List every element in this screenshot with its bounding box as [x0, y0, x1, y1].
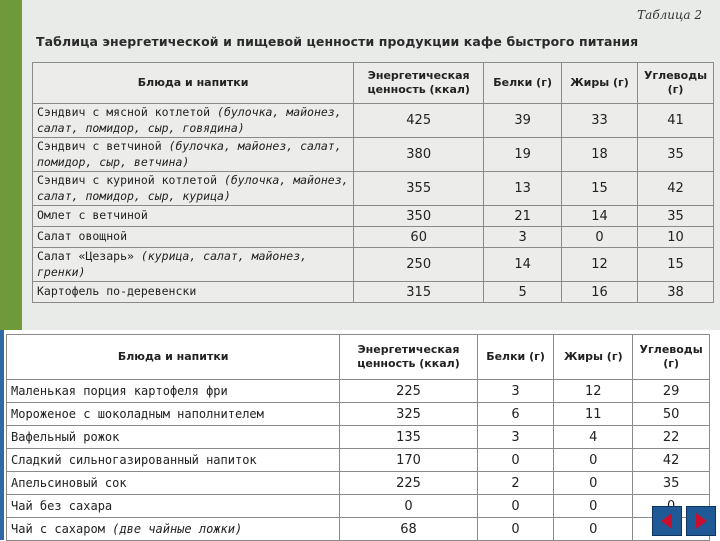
dish-note: (курица, салат, майонез, гренки) [37, 249, 308, 279]
dish-note: (булочка, майонез, салат, помидор, сыр, курица) [37, 173, 349, 203]
dish-cell [33, 282, 354, 303]
fat-cell: 11 [554, 403, 633, 426]
dish-name: Мороженое с шоколадным наполнителем [11, 406, 264, 421]
kcal-cell: 68 [340, 518, 477, 541]
nutrition-table-lower [6, 334, 710, 541]
dish-name: Салат «Цезарь» [37, 249, 134, 264]
header-carbs: Углеводы (г) [633, 335, 710, 380]
table-row [33, 206, 714, 227]
dish-cell [7, 472, 340, 495]
protein-cell: 5 [484, 282, 562, 303]
fat-cell: 4 [554, 426, 633, 449]
forward-button[interactable] [686, 506, 716, 536]
fat-cell: 33 [562, 104, 638, 138]
dish-cell [33, 172, 354, 206]
dish-name: Вафельный рожок [11, 429, 120, 444]
dish-name: Маленькая порция картофеля фри [11, 383, 228, 398]
kcal-cell: 170 [340, 449, 477, 472]
header-row [33, 63, 714, 104]
dish-cell [7, 403, 340, 426]
dish-cell [33, 138, 354, 172]
back-button[interactable] [652, 506, 682, 536]
scanned-page-upper [22, 0, 720, 330]
kcal-cell: 250 [354, 248, 484, 282]
protein-cell: 3 [484, 227, 562, 248]
table-row [33, 227, 714, 248]
fat-cell: 18 [562, 138, 638, 172]
header-protein: Белки (г) [477, 335, 554, 380]
table-row [33, 248, 714, 282]
table-row [7, 472, 710, 495]
scanned-page-lower [4, 330, 708, 540]
table-row [7, 426, 710, 449]
protein-cell: 21 [484, 206, 562, 227]
carbs-cell: 35 [637, 206, 713, 227]
dish-name: Чай без сахара [11, 498, 113, 513]
table-row [7, 449, 710, 472]
header-kcal: Энергетическая ценность (ккал) [354, 63, 484, 104]
kcal-cell: 60 [354, 227, 484, 248]
kcal-cell: 225 [340, 380, 477, 403]
dish-cell [7, 495, 340, 518]
table-row [7, 380, 710, 403]
dish-name: Сэндвич с ветчиной [37, 139, 162, 154]
protein-cell: 13 [484, 172, 562, 206]
carbs-cell: 35 [633, 472, 710, 495]
table-row [7, 518, 710, 541]
carbs-cell: 35 [637, 138, 713, 172]
dish-name: Сэндвич с мясной котлетой [37, 105, 211, 119]
carbs-cell: 50 [633, 403, 710, 426]
dish-cell [33, 227, 354, 248]
table-row [33, 282, 714, 303]
dish-name: Чай с сахаром [11, 521, 105, 536]
header-carbs: Углеводы (г) [637, 63, 713, 104]
table-caption: Таблица 2 [637, 8, 702, 22]
dish-cell [7, 449, 340, 472]
carbs-cell: 42 [633, 449, 710, 472]
triangle-right-icon [687, 507, 715, 535]
fat-cell: 15 [562, 172, 638, 206]
side-stripe-green [0, 0, 22, 330]
triangle-left-icon [653, 507, 681, 535]
protein-cell: 19 [484, 138, 562, 172]
carbs-cell: 42 [637, 172, 713, 206]
dish-name: Сладкий сильногазированный напиток [11, 452, 257, 467]
kcal-cell: 425 [354, 104, 484, 138]
protein-cell: 3 [477, 380, 554, 403]
protein-cell: 0 [477, 495, 554, 518]
dish-cell [7, 380, 340, 403]
table-title: Таблица энергетической и пищевой ценности продукции кафе быстрого питания [36, 34, 639, 49]
protein-cell: 0 [477, 518, 554, 541]
dish-name: Сэндвич с куриной котлетой [37, 173, 218, 188]
nutrition-table-upper [32, 62, 714, 303]
dish-name: Апельсиновый сок [11, 475, 127, 490]
fat-cell: 0 [554, 495, 633, 518]
table-row [33, 138, 714, 172]
dish-name: Картофель по-деревенски [37, 284, 197, 299]
carbs-cell: 10 [637, 227, 713, 248]
carbs-cell: 29 [633, 380, 710, 403]
header-protein: Белки (г) [484, 63, 562, 104]
fat-cell: 12 [554, 380, 633, 403]
kcal-cell: 225 [340, 472, 477, 495]
kcal-cell: 355 [354, 172, 484, 206]
dish-cell [7, 426, 340, 449]
protein-cell: 6 [477, 403, 554, 426]
table-row [7, 403, 710, 426]
fat-cell: 0 [554, 449, 633, 472]
header-kcal: Энергетическая ценность (ккал) [340, 335, 477, 380]
protein-cell: 2 [477, 472, 554, 495]
dish-note: (булочка, майонез, салат, помидор, сыр, говядина) [37, 105, 342, 135]
dish-cell [7, 518, 340, 541]
kcal-cell: 350 [354, 206, 484, 227]
fat-cell: 0 [554, 472, 633, 495]
kcal-cell: 325 [340, 403, 477, 426]
dish-note: (булочка, майонез, салат, помидор, сыр, ветчина) [37, 139, 342, 169]
protein-cell: 39 [484, 104, 562, 138]
kcal-cell: 0 [340, 495, 477, 518]
carbs-cell: 41 [637, 104, 713, 138]
table-row [7, 495, 710, 518]
header-dish: Блюда и напитки [33, 63, 354, 104]
header-dish: Блюда и напитки [7, 335, 340, 380]
protein-cell: 3 [477, 426, 554, 449]
kcal-cell: 380 [354, 138, 484, 172]
kcal-cell: 315 [354, 282, 484, 303]
dish-note: (две чайные ложки) [112, 521, 243, 536]
dish-cell [33, 104, 354, 138]
dish-cell [33, 248, 354, 282]
carbs-cell: 22 [633, 426, 710, 449]
kcal-cell: 135 [340, 426, 477, 449]
dish-cell [33, 206, 354, 227]
fat-cell: 16 [562, 282, 638, 303]
dish-name: Омлет с ветчиной [37, 208, 148, 223]
fat-cell: 0 [562, 227, 638, 248]
header-fat: Жиры (г) [562, 63, 638, 104]
header-fat: Жиры (г) [554, 335, 633, 380]
header-row [7, 335, 710, 380]
dish-name: Салат овощной [37, 229, 128, 244]
carbs-cell: 15 [637, 248, 713, 282]
fat-cell: 0 [554, 518, 633, 541]
protein-cell: 14 [484, 248, 562, 282]
table-row [33, 104, 714, 138]
fat-cell: 12 [562, 248, 638, 282]
fat-cell: 14 [562, 206, 638, 227]
carbs-cell: 38 [637, 282, 713, 303]
protein-cell: 0 [477, 449, 554, 472]
table-row [33, 172, 714, 206]
